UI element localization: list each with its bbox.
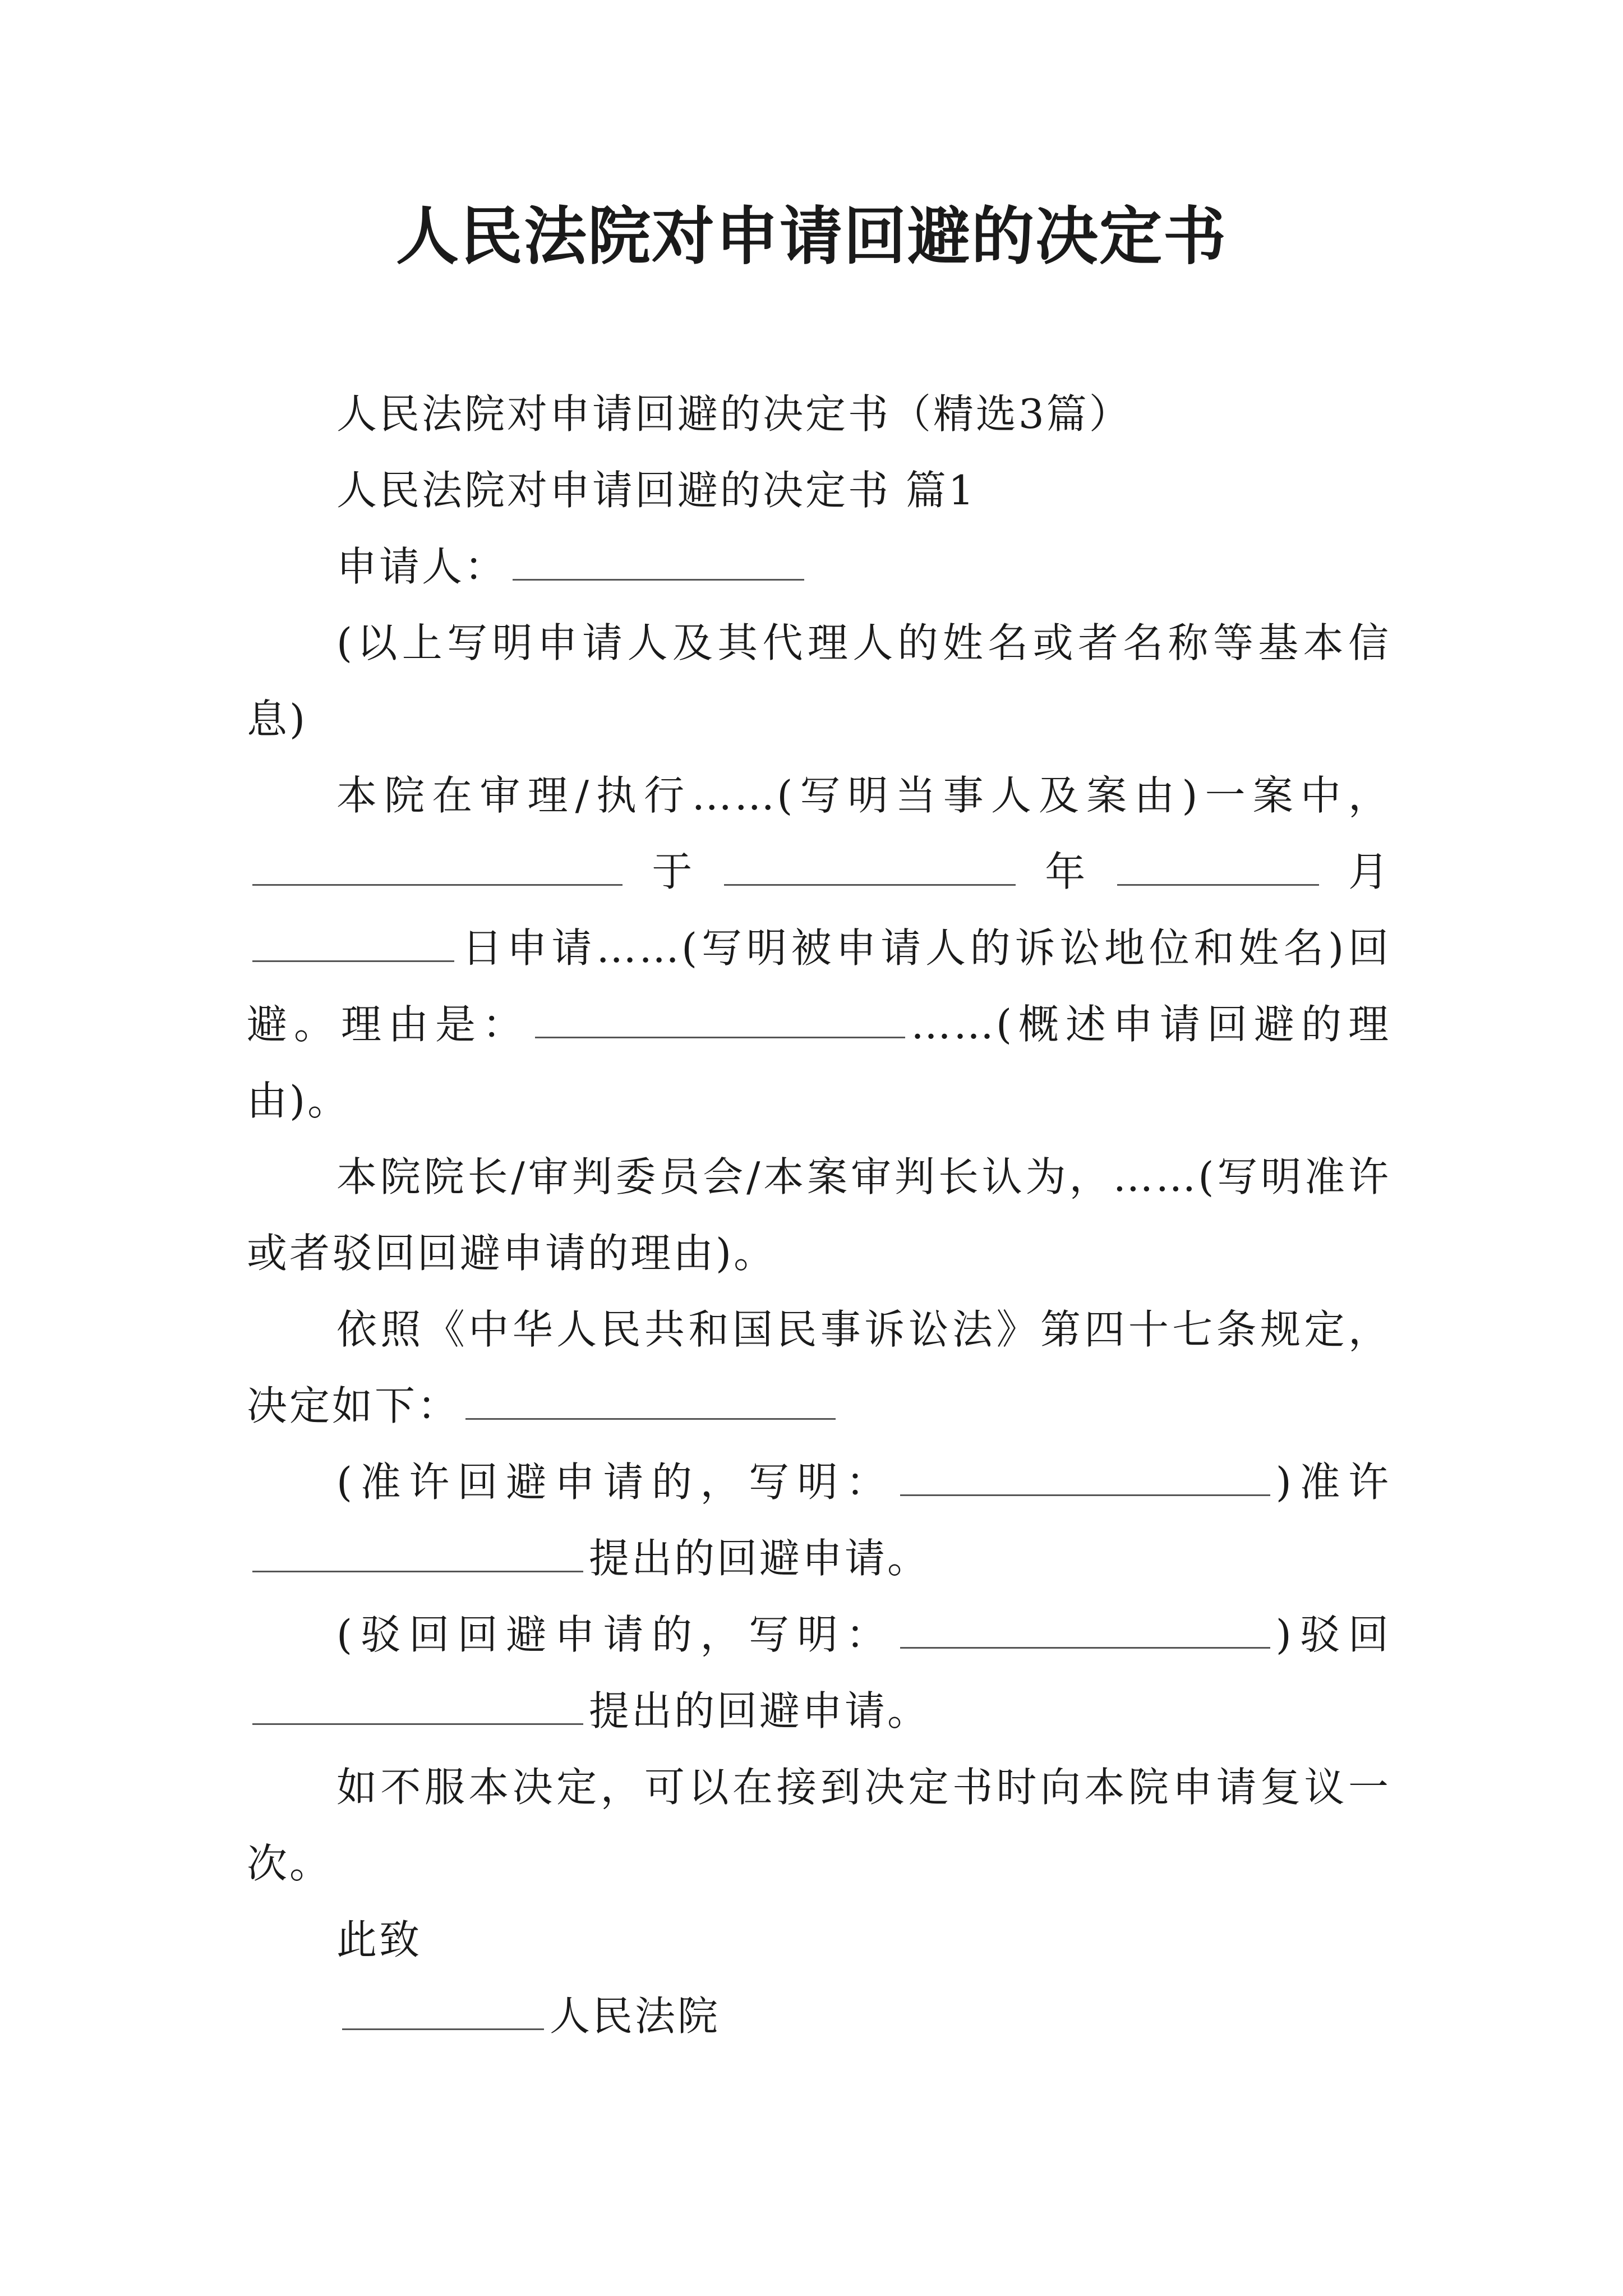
- decision-blank: [465, 1380, 836, 1420]
- court-blank: [342, 1990, 544, 2030]
- applicant-line: [247, 528, 1391, 605]
- paragraph-approve: (准许回避申请的，写明： )准许提出的回避申请。: [247, 1444, 1391, 1596]
- paragraph-decision: 依照《中华人民共和国民事诉讼法》第四十七条规定，决定如下：: [247, 1306, 1391, 1429]
- name-blank: [252, 846, 623, 886]
- applicant-note: (以上写明申请人及其代理人的姓名或者名称等基本信息): [247, 619, 1391, 743]
- reason-blank: [535, 999, 905, 1038]
- applicant-label: 申请人：: [336, 543, 508, 590]
- reject-party-blank: [252, 1685, 583, 1725]
- year-blank: [724, 846, 1016, 886]
- reject-blank: [900, 1609, 1270, 1649]
- approve-blank: [900, 1456, 1270, 1496]
- paragraph-trial: 本院在审理/执行……(写明当事人及案由)一案中，于 年 月日申请……(写明被申请人的诉讼地位和姓名)回避。理由是： ……(概述申请回避的理由)。: [247, 772, 1391, 1124]
- paragraph-appeal: 如不服本决定，可以在接到决定书时向本院申请复议一次。: [247, 1764, 1391, 1887]
- month-blank: [1117, 846, 1319, 886]
- day-blank: [252, 922, 454, 962]
- subtitle: 人民法院对申请回避的决定书（精选3篇）: [336, 390, 1132, 438]
- document-title: 人民法院对申请回避的决定书: [396, 200, 1227, 273]
- court-line: 人民法院: [247, 1978, 1391, 2054]
- applicant-blank: [513, 541, 804, 581]
- paragraph-opinion: 本院院长/审判委员会/本案审判长认为，……(写明准许或者驳回回避申请的理由)。: [247, 1153, 1391, 1277]
- section-heading: 人民法院对申请回避的决定书 篇1: [336, 467, 976, 514]
- approve-party-blank: [252, 1533, 583, 1572]
- closing: 此致: [336, 1916, 422, 1963]
- paragraph-reject: (驳回回避申请的，写明： )驳回提出的回避申请。: [247, 1596, 1391, 1749]
- document-body: [247, 376, 1391, 2054]
